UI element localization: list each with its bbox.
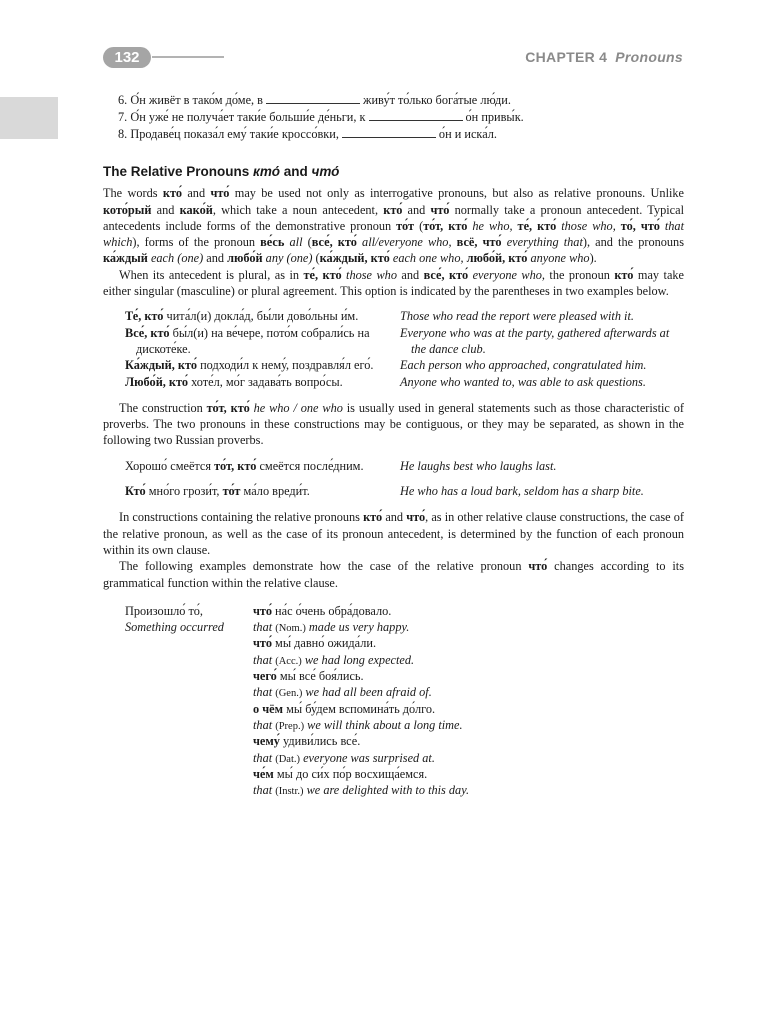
chapter-title: Pronouns: [615, 49, 683, 65]
item-number: 7.: [118, 110, 128, 124]
item-text: о́н и иска́л.: [438, 127, 497, 141]
rel-row: that (Dat.) everyone was surprised at.: [253, 750, 435, 765]
rel-row: о чём мы́ бу́дем вспомина́ть до́лго.: [253, 701, 436, 716]
paragraph-case: In constructions containing the relative pronouns кто́ and что́, as in other relative clause constructions, the case of the relative pronoun, as well as the case of its pronoun antecedent, is determined by the function of each pronoun within its own clause.: [103, 510, 684, 557]
rel-row: that (Acc.) we had long expected.: [253, 652, 415, 667]
paragraph-intro: The words кто́ and что́ may be used not only as interrogative pronouns, but also as relative pronouns. Unlike кото́рый and како́й, which take a noun antecedent, кто́ and что́ normally take a pronoun antecedent. Typical antecedents include forms of the demonstrative pronoun то́т (то́т, кто́ he who, те́, кто́ those who, то́, что́ that which), forms of the pronoun ве́сь all (все́, кто́ all/everyone who, всё, что́ everything that), and the pronouns ка́ждый each (one) and любо́й any (one) (ка́ждый, кто́ each one who, любо́й, кто́ anyone who).: [103, 186, 685, 266]
running-header: [525, 49, 683, 65]
exercise-item: [118, 109, 684, 126]
chapter-thumb-tab: [0, 97, 58, 139]
example-row: Все́, кто́ бы́л(и) на ве́чере, пото́м собрали́сь на дискоте́ке. Everyone who was at the party, gathered afterwards at the dance club.: [125, 325, 670, 356]
heading-word: что́: [311, 164, 340, 179]
page-content: [103, 92, 684, 798]
examples-proverbs: [125, 458, 684, 500]
exercise-list: [118, 92, 684, 143]
heading-text: The Relative Pronouns: [103, 164, 254, 179]
exercise-item: [118, 92, 684, 109]
paragraph-following: The following examples demonstrate how the case of the relative pronoun что́ changes according to its grammatical function within the relative clause.: [103, 559, 684, 590]
exercise-item: [118, 126, 684, 143]
item-text: о́н привы́к.: [465, 110, 524, 124]
examples-plural: [125, 308, 684, 389]
rel-row: that (Gen.) we had all been afraid of.: [253, 685, 432, 700]
paragraph-proverbs: The construction то́т, кто́ he who / one who is usually used in general statements such as those characteristic of proverbs. The two pronouns in these constructions may be contiguous, or they may be separated, as shown in the following two Russian proverbs.: [103, 400, 684, 448]
header-rule: [152, 56, 224, 58]
fill-in-blank[interactable]: [369, 110, 463, 121]
item-text: живу́т то́лько бога́тые лю́ди.: [362, 93, 511, 107]
item-number: 8.: [118, 127, 128, 141]
item-number: 6.: [118, 93, 128, 107]
paragraph-plural: When its antecedent is plural, as in те́, кто́ those who and все́, кто́ everyone who, the pronoun кто́ may take either singular (masculine) or plural agreement. This option is indicated by the parentheses in two examples below.: [103, 267, 685, 299]
example-row: Те́, кто́ чита́л(и) докла́д, бы́ли дово́льны и́м. Those who read the report were pleased with it.: [125, 309, 634, 324]
proverb-row: Хорошо́ смеётся то́т, кто́ смеётся после́дним. He laughs best who laughs last.: [125, 458, 557, 473]
rel-row: что́ мы́ давно́ ожида́ли.: [253, 636, 377, 651]
rel-row: that (Prep.) we will think about a long time.: [253, 717, 463, 732]
item-text: О́н живёт в тако́м до́ме, в: [130, 93, 263, 107]
section-heading: [103, 164, 684, 180]
heading-word: кто́: [253, 164, 280, 179]
rel-row: Произошло́ то́, что́ на́с о́чень обра́довало.: [125, 603, 392, 618]
chapter-label: CHAPTER 4: [525, 49, 608, 65]
rel-row: Something occurred that (Nom.) made us very happy.: [125, 620, 410, 635]
page-number-badge: 132: [103, 47, 151, 68]
example-row: Ка́ждый, кто́ подходи́л к нему́, поздравля́л его́. Each person who approached, congratulated him.: [125, 358, 647, 373]
heading-text: and: [279, 164, 312, 179]
rel-row: that (Instr.) we are delighted with to this day.: [253, 783, 470, 798]
proverb-row: Кто́ мно́го грози́т, то́т ма́ло вреди́т. He who has a loud bark, seldom has a sharp bite.: [125, 484, 644, 499]
rel-row: чему́ удиви́лись все́.: [253, 734, 361, 749]
fill-in-blank[interactable]: [342, 127, 436, 138]
item-text: Продаве́ц показа́л ему́ таки́е кроссо́вки,: [130, 127, 339, 141]
item-text: О́н уже́ не получа́ет таки́е больши́е де́ньги, к: [130, 110, 366, 124]
example-row: Любо́й, кто́ хоте́л, мо́г задава́ть вопро́сы. Anyone who wanted to, was able to ask questions.: [125, 374, 646, 389]
relative-case-examples: [125, 603, 684, 799]
rel-row: че́м мы́ до си́х по́р восхища́емся.: [253, 766, 428, 781]
fill-in-blank[interactable]: [266, 93, 360, 104]
rel-row: чего́ мы́ все́ боя́лись.: [253, 669, 364, 684]
